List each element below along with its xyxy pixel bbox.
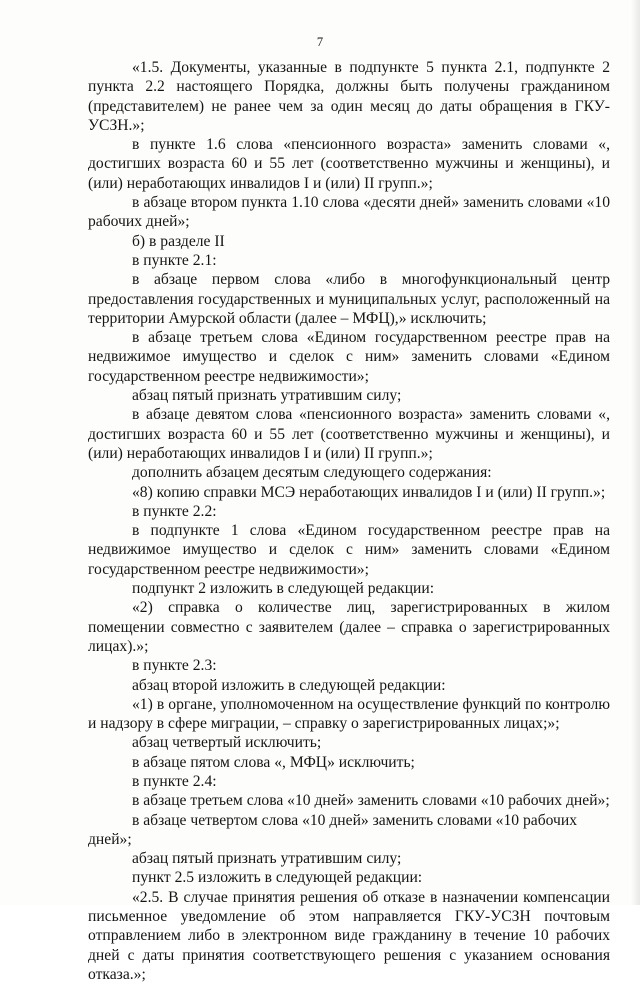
- paragraph: б) в разделе II: [132, 232, 225, 250]
- scan-edge-shadow: [630, 0, 640, 905]
- paragraph: абзац четвертый исключить;: [132, 734, 322, 752]
- paragraph: в пункте 2.3:: [132, 657, 217, 675]
- paragraph: в абзаце третьем слова «Едином государственном реестре прав на недвижимое имущество и сделок с ним» заменить словами «Едином государственном реестре недвижимости»;: [88, 329, 610, 385]
- paragraph: в абзаце девятом слова «пенсионного возраста» заменить словами «, достигших возраста 60 и 55 лет (соответственно мужчины и женщины), и (или) неработающих инвалидов I и (или) II групп.»;: [88, 406, 610, 462]
- paragraph: подпункт 2 изложить в следующей редакции:: [132, 580, 435, 598]
- paragraph: «1) в органе, уполномоченном на осуществление функций по контролю и надзору в сфере миграции, – справку о зарегистрированных лицах;»;: [88, 695, 610, 733]
- paragraph: в абзаце пятом слова «, МФЦ» исключить;: [132, 753, 415, 771]
- paragraph: в абзаце втором пункта 1.10 слова «десяти дней» заменить словами «10 рабочих дней»;: [88, 194, 610, 231]
- paragraph: «2) справка о количестве лиц, зарегистрированных в жилом помещении совместно с заявителем (далее – справка о зарегистрированных лицах).»;: [88, 599, 610, 655]
- paragraph: в пункте 2.2:: [132, 502, 217, 520]
- paragraph: в пункте 1.6 слова «пенсионного возраста» заменить словами «, достигших возраста 60 и 55 лет (соответственно мужчины и женщины), и (или) неработающих инвалидов I и (или) II групп.»;: [88, 136, 610, 192]
- paragraph: дополнить абзацем десятым следующего содержания:: [132, 464, 492, 482]
- paragraph: абзац пятый признать утратившим силу;: [132, 387, 402, 405]
- paragraph: в подпункте 1 слова «Едином государственном реестре прав на недвижимое имущество и сделок с ним» заменить словами «Едином государственном реестре недвижимости»;: [88, 522, 610, 578]
- paragraph: в пункте 2.1:: [132, 251, 217, 269]
- paragraph: в абзаце четвертом слова «10 дней» заменить словами «10 рабочих дней»;: [88, 811, 577, 848]
- paragraph: пункт 2.5 изложить в следующей редакции:: [132, 869, 423, 887]
- page-number: 7: [316, 35, 324, 49]
- paragraph: в абзаце первом слова «либо в многофункциональный центр предоставления государственных и муниципальных услуг, расположенный на территории Амурской области (далее – МФЦ),» исключить;: [88, 271, 610, 327]
- paragraph: абзац второй изложить в следующей редакции:: [132, 676, 446, 694]
- paragraph: «1.5. Документы, указанные в подпункте 5 пункта 2.1, подпункте 2 пункта 2.2 настоящего Порядка, должны быть получены гражданином (представителем) не ранее чем за один месяц до даты обращения в ГКУ-УСЗН.»;: [88, 59, 610, 134]
- paragraph: «2.5. В случае принятия решения об отказе в назначении компенсации письменное уведомление об этом направляется ГКУ-УСЗН почтовым отправлением либо в электронном виде гражданину в течение 10 рабочих дней с даты принятия соответствующего решения с указанием основания отказа.»;: [88, 888, 610, 983]
- document-body: [88, 58, 610, 984]
- paragraph: в пункте 2.4:: [132, 772, 217, 790]
- paragraph: абзац пятый признать утратившим силу;: [132, 850, 402, 868]
- paragraph: в абзаце третьем слова «10 дней» заменить словами «10 рабочих дней»;: [132, 792, 610, 810]
- paragraph: «8) копию справки МСЭ неработающих инвалидов I и (или) II групп.»;: [132, 483, 606, 501]
